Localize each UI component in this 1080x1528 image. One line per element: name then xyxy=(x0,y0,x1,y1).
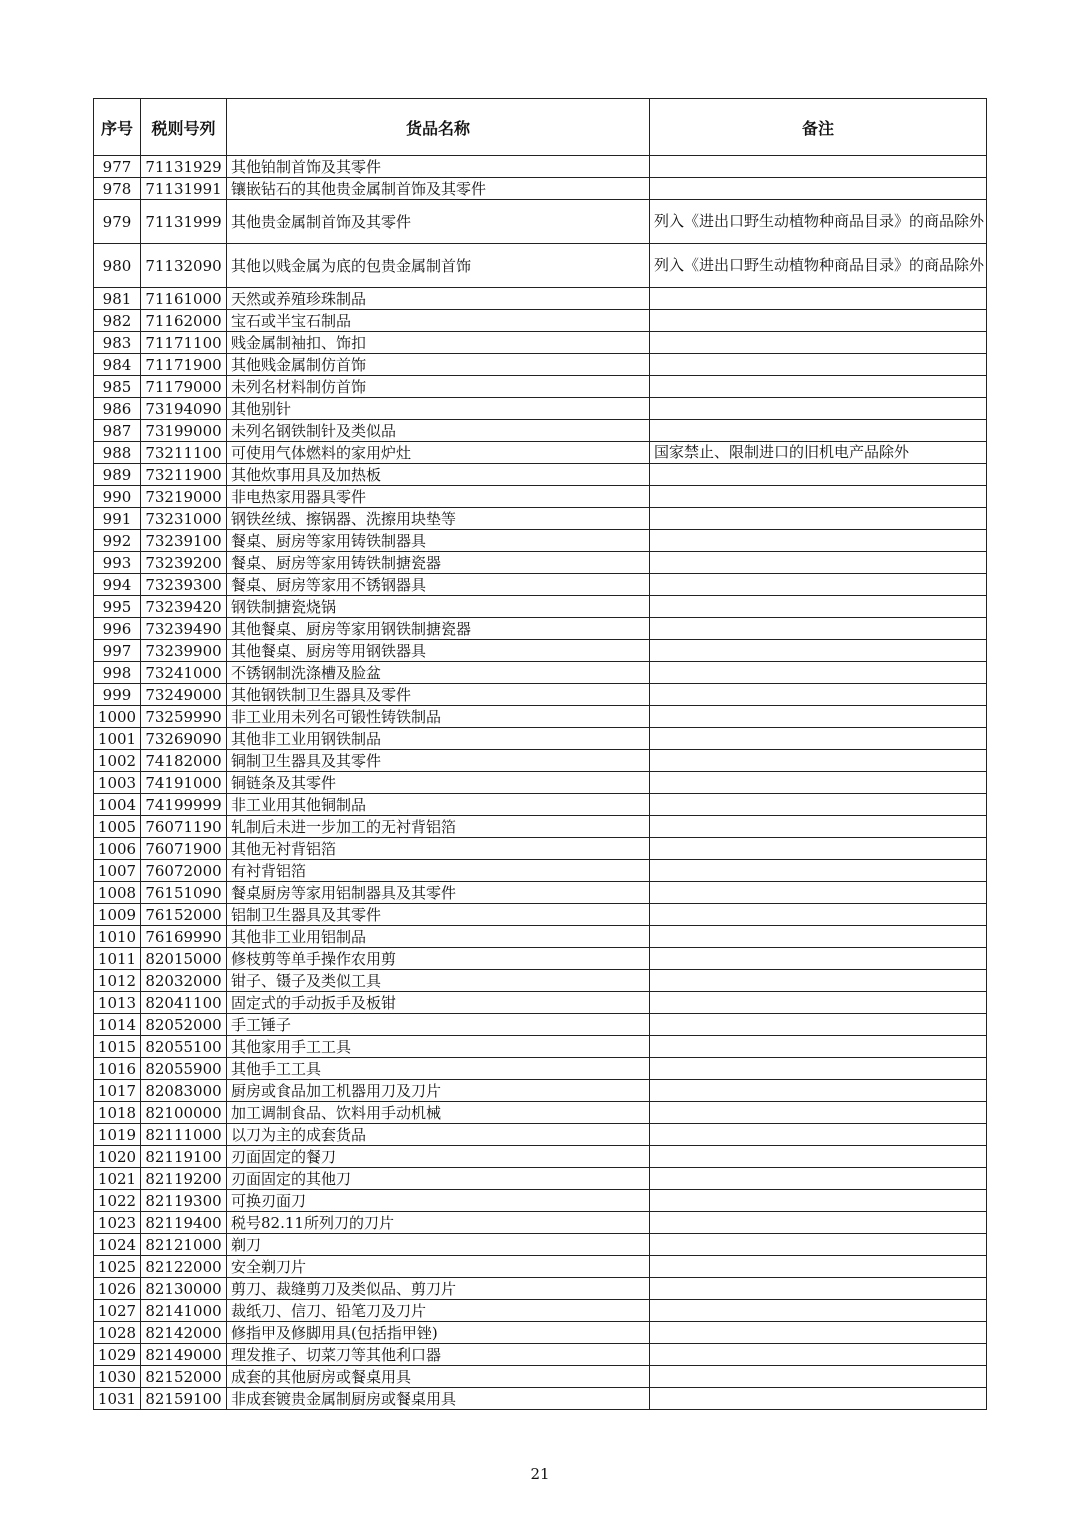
cell-serial-number: 999 xyxy=(94,684,141,706)
cell-remarks xyxy=(650,706,987,728)
cell-serial-number: 1027 xyxy=(94,1300,141,1322)
cell-goods-name: 其他别针 xyxy=(227,398,650,420)
cell-remarks xyxy=(650,464,987,486)
table-row xyxy=(94,354,987,376)
cell-serial-number: 990 xyxy=(94,486,141,508)
cell-remarks xyxy=(650,288,987,310)
cell-remarks xyxy=(650,970,987,992)
cell-serial-number: 1007 xyxy=(94,860,141,882)
cell-tariff-code: 82119200 xyxy=(141,1168,227,1190)
cell-remarks xyxy=(650,1212,987,1234)
table-row xyxy=(94,508,987,530)
cell-serial-number: 1009 xyxy=(94,904,141,926)
cell-goods-name: 其他贵金属制首饰及其零件 xyxy=(227,200,650,244)
cell-remarks xyxy=(650,310,987,332)
table-row xyxy=(94,1080,987,1102)
cell-goods-name: 其他以贱金属为底的包贵金属制首饰 xyxy=(227,244,650,288)
cell-remarks xyxy=(650,1256,987,1278)
cell-goods-name: 刃面固定的其他刀 xyxy=(227,1168,650,1190)
cell-tariff-code: 73239100 xyxy=(141,530,227,552)
cell-serial-number: 1021 xyxy=(94,1168,141,1190)
cell-serial-number: 1000 xyxy=(94,706,141,728)
table-row xyxy=(94,1212,987,1234)
cell-goods-name: 镶嵌钻石的其他贵金属制首饰及其零件 xyxy=(227,178,650,200)
cell-serial-number: 985 xyxy=(94,376,141,398)
table-row xyxy=(94,398,987,420)
cell-tariff-code: 82100000 xyxy=(141,1102,227,1124)
cell-serial-number: 1031 xyxy=(94,1388,141,1410)
table-row xyxy=(94,1300,987,1322)
cell-tariff-code: 82119400 xyxy=(141,1212,227,1234)
cell-remarks xyxy=(650,1300,987,1322)
cell-tariff-code: 82041100 xyxy=(141,992,227,1014)
cell-tariff-code: 71171900 xyxy=(141,354,227,376)
cell-serial-number: 1017 xyxy=(94,1080,141,1102)
cell-remarks xyxy=(650,640,987,662)
cell-remarks xyxy=(650,1388,987,1410)
table-row xyxy=(94,816,987,838)
cell-remarks xyxy=(650,772,987,794)
cell-tariff-code: 73211100 xyxy=(141,442,227,464)
cell-goods-name: 厨房或食品加工机器用刀及刀片 xyxy=(227,1080,650,1102)
cell-remarks xyxy=(650,574,987,596)
cell-tariff-code: 76071190 xyxy=(141,816,227,838)
table-row xyxy=(94,420,987,442)
table-row xyxy=(94,728,987,750)
cell-remarks xyxy=(650,860,987,882)
cell-remarks xyxy=(650,1124,987,1146)
cell-serial-number: 983 xyxy=(94,332,141,354)
cell-remarks xyxy=(650,684,987,706)
cell-serial-number: 988 xyxy=(94,442,141,464)
cell-remarks xyxy=(650,1322,987,1344)
cell-goods-name: 加工调制食品、饮料用手动机械 xyxy=(227,1102,650,1124)
cell-goods-name: 宝石或半宝石制品 xyxy=(227,310,650,332)
cell-tariff-code: 73194090 xyxy=(141,398,227,420)
cell-serial-number: 994 xyxy=(94,574,141,596)
table-row xyxy=(94,1036,987,1058)
table-row xyxy=(94,442,987,464)
cell-serial-number: 989 xyxy=(94,464,141,486)
cell-serial-number: 1023 xyxy=(94,1212,141,1234)
cell-remarks xyxy=(650,1146,987,1168)
cell-remarks xyxy=(650,992,987,1014)
cell-goods-name: 刃面固定的餐刀 xyxy=(227,1146,650,1168)
cell-serial-number: 1018 xyxy=(94,1102,141,1124)
cell-serial-number: 1003 xyxy=(94,772,141,794)
cell-remarks xyxy=(650,904,987,926)
cell-tariff-code: 82149000 xyxy=(141,1344,227,1366)
cell-remarks xyxy=(650,552,987,574)
cell-goods-name: 钳子、镊子及类似工具 xyxy=(227,970,650,992)
cell-tariff-code: 82119300 xyxy=(141,1190,227,1212)
cell-serial-number: 992 xyxy=(94,530,141,552)
cell-remarks xyxy=(650,354,987,376)
table-row xyxy=(94,882,987,904)
cell-serial-number: 979 xyxy=(94,200,141,244)
cell-goods-name: 其他钢铁制卫生器具及零件 xyxy=(227,684,650,706)
cell-tariff-code: 82032000 xyxy=(141,970,227,992)
cell-goods-name: 餐桌、厨房等家用铸铁制器具 xyxy=(227,530,650,552)
cell-serial-number: 1015 xyxy=(94,1036,141,1058)
cell-remarks xyxy=(650,728,987,750)
cell-tariff-code: 71132090 xyxy=(141,244,227,288)
cell-serial-number: 1020 xyxy=(94,1146,141,1168)
cell-goods-name: 贱金属制袖扣、饰扣 xyxy=(227,332,650,354)
table-row xyxy=(94,684,987,706)
cell-tariff-code: 71131999 xyxy=(141,200,227,244)
cell-serial-number: 997 xyxy=(94,640,141,662)
cell-tariff-code: 82142000 xyxy=(141,1322,227,1344)
table-row xyxy=(94,1146,987,1168)
table-row xyxy=(94,244,987,288)
table-row xyxy=(94,200,987,244)
table-row xyxy=(94,838,987,860)
table-row xyxy=(94,618,987,640)
table-row xyxy=(94,706,987,728)
cell-serial-number: 996 xyxy=(94,618,141,640)
cell-tariff-code: 71171100 xyxy=(141,332,227,354)
cell-goods-name: 理发推子、切菜刀等其他利口器 xyxy=(227,1344,650,1366)
cell-goods-name: 剃刀 xyxy=(227,1234,650,1256)
cell-tariff-code: 82122000 xyxy=(141,1256,227,1278)
table-row xyxy=(94,376,987,398)
cell-goods-name: 其他手工工具 xyxy=(227,1058,650,1080)
cell-tariff-code: 76152000 xyxy=(141,904,227,926)
cell-remarks xyxy=(650,1190,987,1212)
cell-tariff-code: 82111000 xyxy=(141,1124,227,1146)
cell-tariff-code: 73241000 xyxy=(141,662,227,684)
cell-remarks xyxy=(650,530,987,552)
cell-serial-number: 978 xyxy=(94,178,141,200)
cell-tariff-code: 82055100 xyxy=(141,1036,227,1058)
cell-goods-name: 其他非工业用钢铁制品 xyxy=(227,728,650,750)
cell-tariff-code: 82083000 xyxy=(141,1080,227,1102)
cell-goods-name: 成套的其他厨房或餐桌用具 xyxy=(227,1366,650,1388)
table-row xyxy=(94,1190,987,1212)
cell-tariff-code: 73239420 xyxy=(141,596,227,618)
cell-remarks xyxy=(650,1036,987,1058)
cell-serial-number: 1010 xyxy=(94,926,141,948)
header-goods-name: 货品名称 xyxy=(227,99,650,156)
cell-serial-number: 1029 xyxy=(94,1344,141,1366)
table-row xyxy=(94,1278,987,1300)
cell-goods-name: 餐桌、厨房等家用不锈钢器具 xyxy=(227,574,650,596)
cell-goods-name: 铜链条及其零件 xyxy=(227,772,650,794)
cell-serial-number: 1019 xyxy=(94,1124,141,1146)
table-row xyxy=(94,552,987,574)
cell-goods-name: 铝制卫生器具及其零件 xyxy=(227,904,650,926)
cell-remarks xyxy=(650,882,987,904)
cell-tariff-code: 82159100 xyxy=(141,1388,227,1410)
cell-goods-name: 非工业用未列名可锻性铸铁制品 xyxy=(227,706,650,728)
table-row xyxy=(94,574,987,596)
cell-tariff-code: 73231000 xyxy=(141,508,227,530)
cell-serial-number: 982 xyxy=(94,310,141,332)
cell-goods-name: 其他贱金属制仿首饰 xyxy=(227,354,650,376)
page-number: 21 xyxy=(530,1465,550,1483)
cell-tariff-code: 74191000 xyxy=(141,772,227,794)
cell-remarks: 国家禁止、限制进口的旧机电产品除外 xyxy=(650,442,987,464)
table-row xyxy=(94,1168,987,1190)
cell-serial-number: 1011 xyxy=(94,948,141,970)
cell-goods-name: 税号82.11所列刀的刀片 xyxy=(227,1212,650,1234)
cell-tariff-code: 76071900 xyxy=(141,838,227,860)
cell-remarks xyxy=(650,178,987,200)
cell-tariff-code: 71131991 xyxy=(141,178,227,200)
cell-tariff-code: 82152000 xyxy=(141,1366,227,1388)
cell-goods-name: 可换刃面刀 xyxy=(227,1190,650,1212)
table-header-row xyxy=(94,99,987,156)
table-body xyxy=(94,156,987,1410)
table-row xyxy=(94,530,987,552)
cell-tariff-code: 73239490 xyxy=(141,618,227,640)
cell-serial-number: 1004 xyxy=(94,794,141,816)
table-row xyxy=(94,926,987,948)
cell-goods-name: 安全剃刀片 xyxy=(227,1256,650,1278)
cell-remarks xyxy=(650,838,987,860)
cell-serial-number: 984 xyxy=(94,354,141,376)
cell-serial-number: 1008 xyxy=(94,882,141,904)
cell-remarks xyxy=(650,1366,987,1388)
cell-tariff-code: 71179000 xyxy=(141,376,227,398)
cell-tariff-code: 71162000 xyxy=(141,310,227,332)
cell-serial-number: 1024 xyxy=(94,1234,141,1256)
header-tariff-code: 税则号列 xyxy=(141,99,227,156)
cell-goods-name: 可使用气体燃料的家用炉灶 xyxy=(227,442,650,464)
table-row xyxy=(94,904,987,926)
cell-tariff-code: 74199999 xyxy=(141,794,227,816)
table-row xyxy=(94,1322,987,1344)
cell-remarks xyxy=(650,486,987,508)
table-row xyxy=(94,1256,987,1278)
cell-serial-number: 1001 xyxy=(94,728,141,750)
cell-serial-number: 995 xyxy=(94,596,141,618)
cell-serial-number: 977 xyxy=(94,156,141,178)
cell-tariff-code: 73219000 xyxy=(141,486,227,508)
table-row xyxy=(94,1014,987,1036)
cell-serial-number: 986 xyxy=(94,398,141,420)
cell-remarks xyxy=(650,376,987,398)
cell-serial-number: 1026 xyxy=(94,1278,141,1300)
table-row xyxy=(94,1344,987,1366)
cell-serial-number: 1028 xyxy=(94,1322,141,1344)
cell-serial-number: 1025 xyxy=(94,1256,141,1278)
cell-goods-name: 修指甲及修脚用具(包括指甲锉) xyxy=(227,1322,650,1344)
cell-serial-number: 1022 xyxy=(94,1190,141,1212)
cell-serial-number: 1014 xyxy=(94,1014,141,1036)
cell-goods-name: 其他家用手工工具 xyxy=(227,1036,650,1058)
table-row xyxy=(94,486,987,508)
cell-remarks xyxy=(650,1168,987,1190)
table-row xyxy=(94,794,987,816)
table-row xyxy=(94,1388,987,1410)
table-row xyxy=(94,640,987,662)
cell-remarks: 列入《进出口野生动植物种商品目录》的商品除外 xyxy=(650,200,987,244)
goods-table xyxy=(93,98,987,1410)
table-row xyxy=(94,332,987,354)
cell-tariff-code: 73211900 xyxy=(141,464,227,486)
table-row xyxy=(94,156,987,178)
table-row xyxy=(94,860,987,882)
cell-remarks xyxy=(650,1080,987,1102)
cell-remarks xyxy=(650,420,987,442)
cell-tariff-code: 82119100 xyxy=(141,1146,227,1168)
cell-goods-name: 有衬背铝箔 xyxy=(227,860,650,882)
cell-goods-name: 剪刀、裁缝剪刀及类似品、剪刀片 xyxy=(227,1278,650,1300)
header-remarks: 备注 xyxy=(650,99,987,156)
cell-goods-name: 其他餐桌、厨房等家用钢铁制搪瓷器 xyxy=(227,618,650,640)
cell-goods-name: 固定式的手动扳手及板钳 xyxy=(227,992,650,1014)
cell-goods-name: 其他非工业用铝制品 xyxy=(227,926,650,948)
table-row xyxy=(94,464,987,486)
cell-serial-number: 1013 xyxy=(94,992,141,1014)
cell-goods-name: 其他铂制首饰及其零件 xyxy=(227,156,650,178)
cell-tariff-code: 73249000 xyxy=(141,684,227,706)
table-row xyxy=(94,772,987,794)
cell-tariff-code: 71161000 xyxy=(141,288,227,310)
cell-tariff-code: 73199000 xyxy=(141,420,227,442)
cell-serial-number: 1005 xyxy=(94,816,141,838)
cell-serial-number: 1012 xyxy=(94,970,141,992)
cell-serial-number: 1016 xyxy=(94,1058,141,1080)
table-row xyxy=(94,992,987,1014)
cell-tariff-code: 76072000 xyxy=(141,860,227,882)
cell-goods-name: 其他无衬背铝箔 xyxy=(227,838,650,860)
cell-remarks xyxy=(650,156,987,178)
cell-tariff-code: 82015000 xyxy=(141,948,227,970)
cell-serial-number: 1002 xyxy=(94,750,141,772)
cell-goods-name: 钢铁制搪瓷烧锅 xyxy=(227,596,650,618)
cell-goods-name: 不锈钢制洗涤槽及脸盆 xyxy=(227,662,650,684)
cell-remarks: 列入《进出口野生动植物种商品目录》的商品除外 xyxy=(650,244,987,288)
cell-tariff-code: 71131929 xyxy=(141,156,227,178)
cell-remarks xyxy=(650,662,987,684)
cell-remarks xyxy=(650,1102,987,1124)
cell-remarks xyxy=(650,398,987,420)
cell-goods-name: 天然或养殖珍珠制品 xyxy=(227,288,650,310)
table-row xyxy=(94,288,987,310)
cell-tariff-code: 74182000 xyxy=(141,750,227,772)
cell-remarks xyxy=(650,1014,987,1036)
cell-goods-name: 非成套镀贵金属制厨房或餐桌用具 xyxy=(227,1388,650,1410)
table-row xyxy=(94,970,987,992)
table-row xyxy=(94,310,987,332)
table-row xyxy=(94,178,987,200)
table-row xyxy=(94,1102,987,1124)
cell-goods-name: 非工业用其他铜制品 xyxy=(227,794,650,816)
cell-serial-number: 981 xyxy=(94,288,141,310)
cell-goods-name: 钢铁丝绒、擦锅器、洗擦用块垫等 xyxy=(227,508,650,530)
table-row xyxy=(94,1124,987,1146)
cell-remarks xyxy=(650,1344,987,1366)
table-row xyxy=(94,1058,987,1080)
table-row xyxy=(94,662,987,684)
cell-goods-name: 其他餐桌、厨房等用钢铁器具 xyxy=(227,640,650,662)
table-row xyxy=(94,1234,987,1256)
cell-serial-number: 1030 xyxy=(94,1366,141,1388)
table-row xyxy=(94,1366,987,1388)
cell-remarks xyxy=(650,750,987,772)
cell-remarks xyxy=(650,596,987,618)
cell-tariff-code: 76151090 xyxy=(141,882,227,904)
cell-goods-name: 餐桌厨房等家用铝制器具及其零件 xyxy=(227,882,650,904)
cell-tariff-code: 82130000 xyxy=(141,1278,227,1300)
cell-remarks xyxy=(650,618,987,640)
cell-goods-name: 裁纸刀、信刀、铅笔刀及刀片 xyxy=(227,1300,650,1322)
cell-goods-name: 其他炊事用具及加热板 xyxy=(227,464,650,486)
cell-goods-name: 修枝剪等单手操作农用剪 xyxy=(227,948,650,970)
cell-remarks xyxy=(650,1058,987,1080)
cell-tariff-code: 73259990 xyxy=(141,706,227,728)
cell-serial-number: 998 xyxy=(94,662,141,684)
cell-remarks xyxy=(650,1278,987,1300)
cell-remarks xyxy=(650,1234,987,1256)
table-row xyxy=(94,750,987,772)
cell-tariff-code: 82052000 xyxy=(141,1014,227,1036)
cell-remarks xyxy=(650,332,987,354)
cell-goods-name: 手工锤子 xyxy=(227,1014,650,1036)
cell-tariff-code: 82141000 xyxy=(141,1300,227,1322)
table-row xyxy=(94,596,987,618)
cell-tariff-code: 82055900 xyxy=(141,1058,227,1080)
cell-remarks xyxy=(650,508,987,530)
cell-serial-number: 980 xyxy=(94,244,141,288)
cell-remarks xyxy=(650,794,987,816)
cell-remarks xyxy=(650,926,987,948)
cell-tariff-code: 76169990 xyxy=(141,926,227,948)
cell-tariff-code: 73239900 xyxy=(141,640,227,662)
cell-tariff-code: 82121000 xyxy=(141,1234,227,1256)
cell-remarks xyxy=(650,816,987,838)
cell-goods-name: 轧制后未进一步加工的无衬背铝箔 xyxy=(227,816,650,838)
cell-serial-number: 987 xyxy=(94,420,141,442)
cell-serial-number: 991 xyxy=(94,508,141,530)
cell-goods-name: 餐桌、厨房等家用铸铁制搪瓷器 xyxy=(227,552,650,574)
cell-goods-name: 未列名材料制仿首饰 xyxy=(227,376,650,398)
header-serial-number: 序号 xyxy=(94,99,141,156)
cell-serial-number: 993 xyxy=(94,552,141,574)
cell-goods-name: 未列名钢铁制针及类似品 xyxy=(227,420,650,442)
cell-goods-name: 铜制卫生器具及其零件 xyxy=(227,750,650,772)
cell-tariff-code: 73239300 xyxy=(141,574,227,596)
cell-goods-name: 非电热家用器具零件 xyxy=(227,486,650,508)
cell-serial-number: 1006 xyxy=(94,838,141,860)
table-row xyxy=(94,948,987,970)
cell-tariff-code: 73239200 xyxy=(141,552,227,574)
cell-remarks xyxy=(650,948,987,970)
cell-tariff-code: 73269090 xyxy=(141,728,227,750)
cell-goods-name: 以刀为主的成套货品 xyxy=(227,1124,650,1146)
